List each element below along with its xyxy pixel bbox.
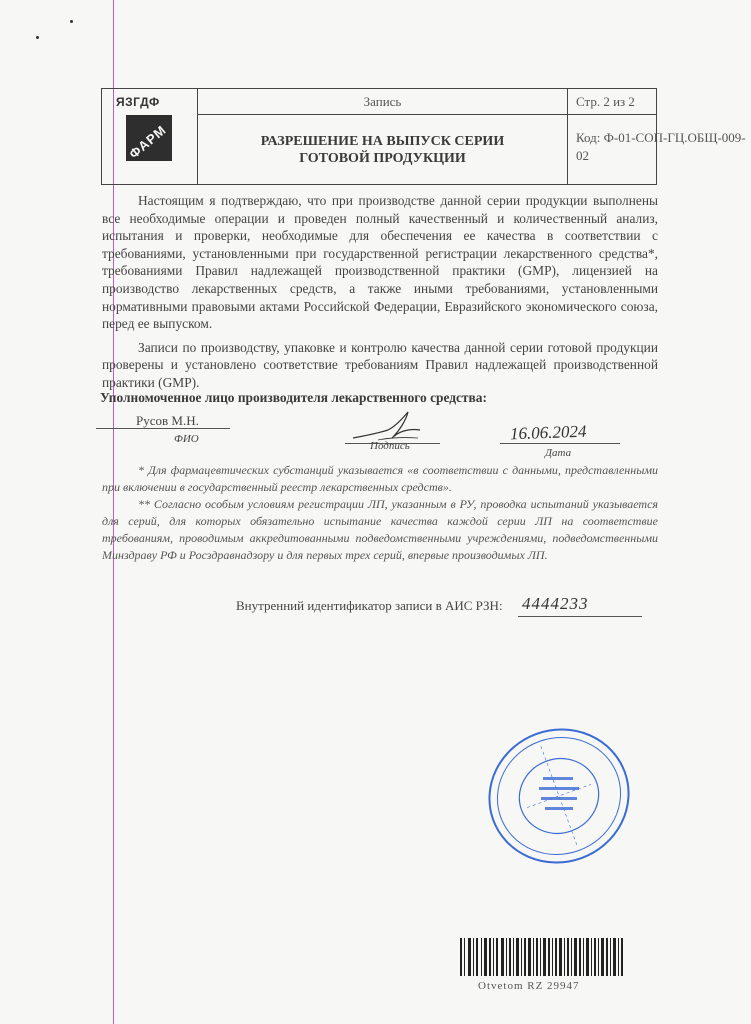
- footnote: * Для фармацевтических субстанций указывается «в соответствии с данными, представленными при включении в государственный реестр лекарственных средств».: [102, 463, 658, 494]
- name-label: ФИО: [174, 433, 199, 445]
- company-stamp-icon: [485, 725, 633, 867]
- name-underline: [96, 428, 230, 429]
- doc-title: РАЗРЕШЕНИЕ НА ВЫПУСК СЕРИИ ГОТОВОЙ ПРОДУКЦИИ: [260, 134, 505, 166]
- authorized-name: Русов М.Н.: [136, 413, 199, 428]
- footnote: ** Согласно особым условиям регистрации ЛП, указанным в РУ, проводка испытаний указывается для серий, для которых обязательно испытание качества каждой серии ЛП на соответствие требованиям, проводимым аккредитованными подведомственными учреждениями, подведомственными Минздраву РФ и Росздравнадзору и для первых трех серий, впервые производимых ЛП.: [102, 497, 658, 562]
- authorized-heading: Уполномоченное лицо производителя лекарственного средства:: [100, 390, 487, 405]
- header-table: [101, 88, 746, 185]
- doc-kind: Запись: [363, 94, 402, 109]
- body-paragraph: Настоящим я подтверждаю, что при производстве данной серии продукции выполнены все необходимые операции и проведен полный качественный и количественный анализ, испытания и проверки, необходимые для обеспечения ее качества в соответствии с требованиями, установленными при государственной регистрации лекарственного средства*, требованиями Правил надлежащей производственной практики (GMP), лицензией на производство лекарственных средств, а также иными требованиями, установленными нормативными правовыми актами Российской Федерации, Евразийского экономического союза, перед ее выпуском.: [102, 193, 658, 332]
- page-number: Стр. 2 из 2: [576, 94, 635, 109]
- logo-text: ЯЗГДФ: [116, 95, 160, 109]
- meta-cell: [568, 89, 746, 184]
- barcode-icon: [460, 938, 640, 978]
- logo-cell: [102, 89, 198, 184]
- date-label: Дата: [545, 447, 572, 459]
- logo-mark: ФАРМ: [126, 122, 170, 162]
- signed-date: 16.06.2024: [509, 421, 587, 444]
- body-paragraph: Записи по производству, упаковке и контролю качества данной серии готовой продукции проверены и установлено соответствие требованиям Правил надлежащей производственной практики (GMP).: [102, 339, 658, 390]
- date-underline: [500, 443, 620, 444]
- identifier-underline: [518, 616, 642, 617]
- doc-code: Код: Ф-01-СОП-ГЦ.ОБЩ-009-02: [576, 130, 746, 163]
- identifier-value: 4444233: [522, 594, 589, 613]
- footnotes: [102, 462, 658, 564]
- scan-speck: [36, 36, 39, 39]
- pharm-logo-icon: [126, 115, 172, 161]
- barcode-text: Otvetom RZ 29947: [478, 980, 580, 992]
- signature-label: Подпись: [370, 440, 410, 452]
- identifier-label: Внутренний идентификатор записи в АИС РЗН:: [236, 598, 503, 613]
- scan-speck: [70, 20, 73, 23]
- title-cell: [198, 89, 568, 184]
- body-text: [102, 192, 658, 398]
